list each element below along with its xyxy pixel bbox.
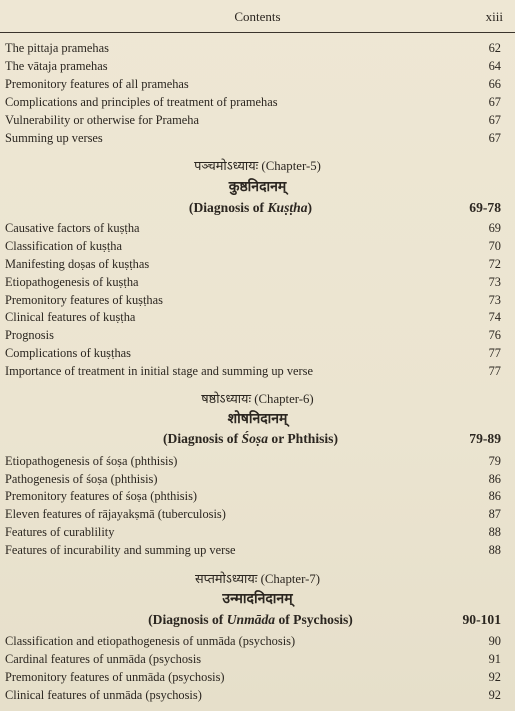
toc-entry-page: 90: [488, 634, 501, 648]
chapter-6-title-line: [0, 429, 501, 449]
toc-entry: [5, 57, 501, 75]
chapter-7-title-line: [0, 610, 501, 630]
toc-entry-page: 77: [488, 364, 501, 378]
toc-entry-page: 66: [488, 77, 501, 91]
toc-entry-page: 86: [488, 472, 501, 486]
chapter-7-heading: सप्तमोऽध्यायः (Chapter-7): [194, 572, 321, 586]
toc-entry-label: Clinical features of kuṣṭha: [5, 310, 136, 324]
toc-entry: [5, 129, 501, 147]
toc-entry-page: 86: [488, 489, 501, 503]
toc-entry-page: 74: [488, 310, 501, 324]
toc-entry: [5, 470, 501, 488]
toc-entry-label: Importance of treatment in initial stage and summing up verse: [5, 364, 313, 378]
toc-entry-label: Etiopathogenesis of śoṣa (phthisis): [5, 454, 178, 468]
toc-entry-page: 88: [488, 525, 501, 539]
toc-entry: [5, 255, 501, 273]
chapter-5-page-range: 69-78: [469, 200, 501, 215]
toc-entry: [5, 93, 501, 111]
toc-entry-page: 67: [488, 113, 501, 127]
toc-entry: [5, 291, 501, 309]
toc-entry-label: Eleven features of rājayakṣmā (tuberculosis): [5, 507, 226, 521]
toc-entry-page: 67: [488, 131, 501, 145]
toc-entry-page: 64: [488, 59, 501, 73]
chapter-5-heading: पञ्चमोऽध्यायः (Chapter-5): [194, 159, 321, 173]
toc-entry-page: 79: [488, 454, 501, 468]
header-title: Contents: [234, 9, 281, 24]
toc-entry: [5, 487, 501, 505]
chapter-6-sanskrit-title: शोषनिदानम्: [227, 411, 288, 427]
toc-entry-label: Classification of kuṣṭha: [5, 239, 123, 253]
toc-entry: [5, 452, 501, 470]
toc-entry-page: 72: [488, 257, 501, 271]
toc-entry-page: 62: [488, 41, 501, 55]
toc-entry: [5, 326, 501, 344]
toc-entry-label: Features of incurability and summing up verse: [5, 543, 236, 557]
toc-entry: [5, 219, 501, 237]
toc-entry-label: Classification and etiopathogenesis of unmāda (psychosis): [5, 634, 296, 648]
toc-entry-label: Features of curablility: [5, 525, 115, 539]
toc-entry-page: 88: [488, 543, 501, 557]
toc-entry-label: Premonitory features of all pramehas: [5, 77, 189, 91]
toc-entry: [5, 344, 501, 362]
chapter-6-heading: षष्ठोऽध्यायः (Chapter-6): [201, 392, 314, 406]
toc-entry: [5, 632, 501, 650]
toc-entry: [5, 686, 501, 704]
toc-entry: [5, 362, 501, 380]
toc-entry-label: Etiopathogenesis of kuṣṭha: [5, 275, 139, 289]
toc-entry: [5, 111, 501, 129]
toc-entry-page: 69: [488, 221, 501, 235]
toc-entry-label: Pathogenesis of śoṣa (phthisis): [5, 472, 158, 486]
toc-entry-label: Causative factors of kuṣṭha: [5, 221, 140, 235]
toc-entry-label: Premonitory features of śoṣa (phthisis): [5, 489, 198, 503]
toc-entry: [5, 308, 501, 326]
toc-entry-page: 67: [488, 95, 501, 109]
toc-entry-label: Premonitory features of kuṣṭhas: [5, 293, 163, 307]
toc-entry-page: 92: [488, 670, 501, 684]
chapter-7-title: (Diagnosis of Unmāda of Psychosis): [148, 612, 353, 627]
toc-entry-page: 92: [488, 688, 501, 702]
toc-entry-label: Vulnerability or otherwise for Prameha: [5, 113, 200, 127]
toc-entry-label: The pittaja pramehas: [5, 41, 109, 55]
toc-entry-label: The vātaja pramehas: [5, 59, 108, 73]
toc-entry: [5, 75, 501, 93]
chapter-5-title-line: [0, 198, 501, 218]
toc-entry: [5, 273, 501, 291]
toc-entry-label: Clinical features of unmāda (psychosis): [5, 688, 202, 702]
toc-entry: [5, 668, 501, 686]
toc-entry-page: 70: [488, 239, 501, 253]
toc-entry-page: 77: [488, 346, 501, 360]
toc-entry: [5, 39, 501, 57]
toc-entry: [5, 505, 501, 523]
toc-entry-page: 76: [488, 328, 501, 342]
toc-entry-label: Premonitory features of unmāda (psychosis): [5, 670, 225, 684]
toc-entry: [5, 650, 501, 668]
toc-entry-label: Cardinal features of unmāda (psychosis: [5, 652, 202, 666]
toc-entry: [5, 237, 501, 255]
chapter-6-title: (Diagnosis of Śoṣa or Phthisis): [162, 431, 338, 446]
toc-entry-page: 91: [488, 652, 501, 666]
toc-entry-page: 87: [488, 507, 501, 521]
toc-entry-label: Complications of kuṣṭhas: [5, 346, 131, 360]
toc-entry: [5, 541, 501, 559]
header-page-number: xiii: [485, 9, 503, 24]
chapter-6-page-range: 79-89: [469, 431, 501, 446]
toc-entry: [5, 523, 501, 541]
chapter-5-sanskrit-title: कुष्ठनिदानम्: [228, 179, 287, 195]
toc-entry-page: 73: [488, 275, 501, 289]
toc-entry-label: Complications and principles of treatment of pramehas: [5, 95, 278, 109]
toc-entry-page: 73: [488, 293, 501, 307]
toc-entry-label: Prognosis: [5, 328, 54, 342]
toc-entry-label: Manifesting doṣas of kuṣṭhas: [5, 257, 150, 271]
toc-entry-label: Summing up verses: [5, 131, 103, 145]
chapter-5-title: (Diagnosis of Kuṣṭha): [188, 200, 313, 215]
chapter-7-page-range: 90-101: [462, 612, 501, 627]
chapter-7-sanskrit-title: उन्मादनिदानम्: [222, 591, 293, 607]
